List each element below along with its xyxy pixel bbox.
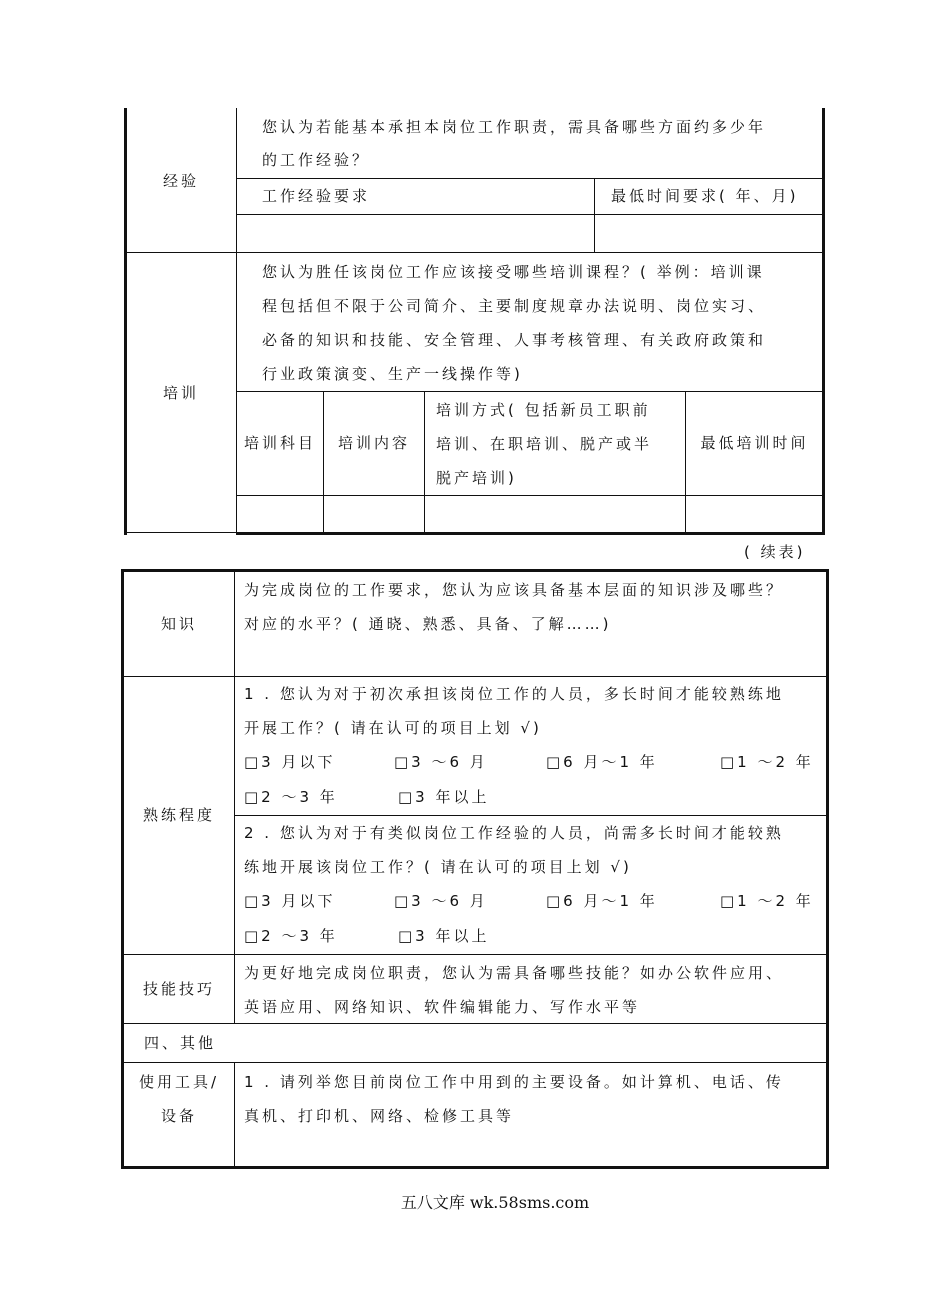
tools-line1: 1 . 请列举您目前岗位工作中用到的主要设备。如计算机、电话、传 (244, 1073, 784, 1091)
experience-requirement-input[interactable] (237, 215, 594, 252)
skills-line2: 英语应用、网络知识、软件编辑能力、写作水平等 (244, 998, 641, 1016)
q2-option-under-3-months[interactable]: □3 月以下 (244, 892, 336, 910)
proficiency-q2-line1: 2 . 您认为对于有类似岗位工作经验的人员，尚需多长时间才能较熟 (244, 824, 784, 842)
training-col-method-line3: 脱产培训) (436, 469, 517, 487)
knowledge-line2: 对应的水平？( 通晓、熟悉、具备、了解……) (244, 615, 612, 633)
knowledge-label: 知识 (160, 615, 197, 633)
training-label: 培训 (162, 384, 199, 402)
q1-option-2-3-years[interactable]: □2 ～3 年 (244, 788, 338, 806)
experience-col-requirement: 工作经验要求 (262, 187, 371, 205)
table2-bottom-border (121, 1166, 829, 1169)
proficiency-label: 熟练程度 (142, 806, 215, 824)
section-other-heading: 四、其他 (144, 1034, 217, 1052)
training-col-content: 培训内容 (337, 434, 410, 452)
training-method-input[interactable] (425, 496, 685, 532)
experience-question-line1: 您认为若能基本承担本岗位工作职责，需具备哪些方面约多少年 (262, 118, 767, 136)
q2-option-2-3-years[interactable]: □2 ～3 年 (244, 927, 338, 945)
q2-option-1-2-years[interactable]: □1 ～2 年 (720, 892, 814, 910)
training-question-line1: 您认为胜任该岗位工作应该接受哪些培训课程？( 举例：培训课 (262, 263, 765, 281)
training-col-min-time: 最低培训时间 (700, 434, 809, 452)
q1-option-3-6-months[interactable]: □3 ～6 月 (394, 753, 488, 771)
experience-time-input[interactable] (595, 215, 822, 252)
training-col-method-line2: 培训、在职培训、脱产或半 (436, 435, 653, 453)
proficiency-q1-line2: 开展工作？( 请在认可的项目上划 √) (244, 719, 542, 737)
table1-right-border (822, 108, 825, 535)
training-min-time-input[interactable] (686, 496, 822, 532)
tools-label-line1: 使用工具/ (138, 1073, 220, 1091)
training-question-line4: 行业政策演变、生产一线操作等) (262, 365, 523, 383)
table2-right-border (826, 569, 829, 1169)
experience-col-min-time: 最低时间要求( 年、月) (611, 187, 799, 205)
q1-option-1-2-years[interactable]: □1 ～2 年 (720, 753, 814, 771)
training-col-method-line1: 培训方式( 包括新员工职前 (436, 401, 651, 419)
q1-option-6-12-months[interactable]: □6 月～1 年 (546, 753, 658, 771)
continued-label: ( 续表) (744, 543, 806, 561)
training-content-input[interactable] (324, 496, 424, 532)
q2-option-6-12-months[interactable]: □6 月～1 年 (546, 892, 658, 910)
training-subject-input[interactable] (237, 496, 323, 532)
training-question-line2: 程包括但不限于公司简介、主要制度规章办法说明、岗位实习、 (262, 297, 767, 315)
table1-bottom-border (236, 532, 825, 535)
table2-top-border (121, 569, 829, 572)
experience-label: 经验 (162, 172, 199, 190)
footer-watermark: 五八文库 wk.58sms.com (400, 1193, 590, 1212)
training-question-line3: 必备的知识和技能、安全管理、人事考核管理、有关政府政策和 (262, 331, 767, 349)
q1-option-under-3-months[interactable]: □3 月以下 (244, 753, 336, 771)
tools-line2: 真机、打印机、网络、检修工具等 (244, 1107, 515, 1125)
skills-line1: 为更好地完成岗位职责，您认为需具备哪些技能？如办公软件应用、 (244, 964, 785, 982)
proficiency-q1-line1: 1 . 您认为对于初次承担该岗位工作的人员，多长时间才能较熟练地 (244, 685, 784, 703)
training-col-subject: 培训科目 (243, 434, 316, 452)
knowledge-line1: 为完成岗位的工作要求，您认为应该具备基本层面的知识涉及哪些？ (244, 581, 785, 599)
skills-label: 技能技巧 (142, 980, 215, 998)
tools-label-line2: 设备 (160, 1107, 197, 1125)
q2-option-over-3-years[interactable]: □3 年以上 (398, 927, 490, 945)
q2-option-3-6-months[interactable]: □3 ～6 月 (394, 892, 488, 910)
q1-option-over-3-years[interactable]: □3 年以上 (398, 788, 490, 806)
experience-question-line2: 的工作经验？ (262, 151, 371, 169)
proficiency-q2-line2: 练地开展该岗位工作？( 请在认可的项目上划 √) (244, 858, 632, 876)
